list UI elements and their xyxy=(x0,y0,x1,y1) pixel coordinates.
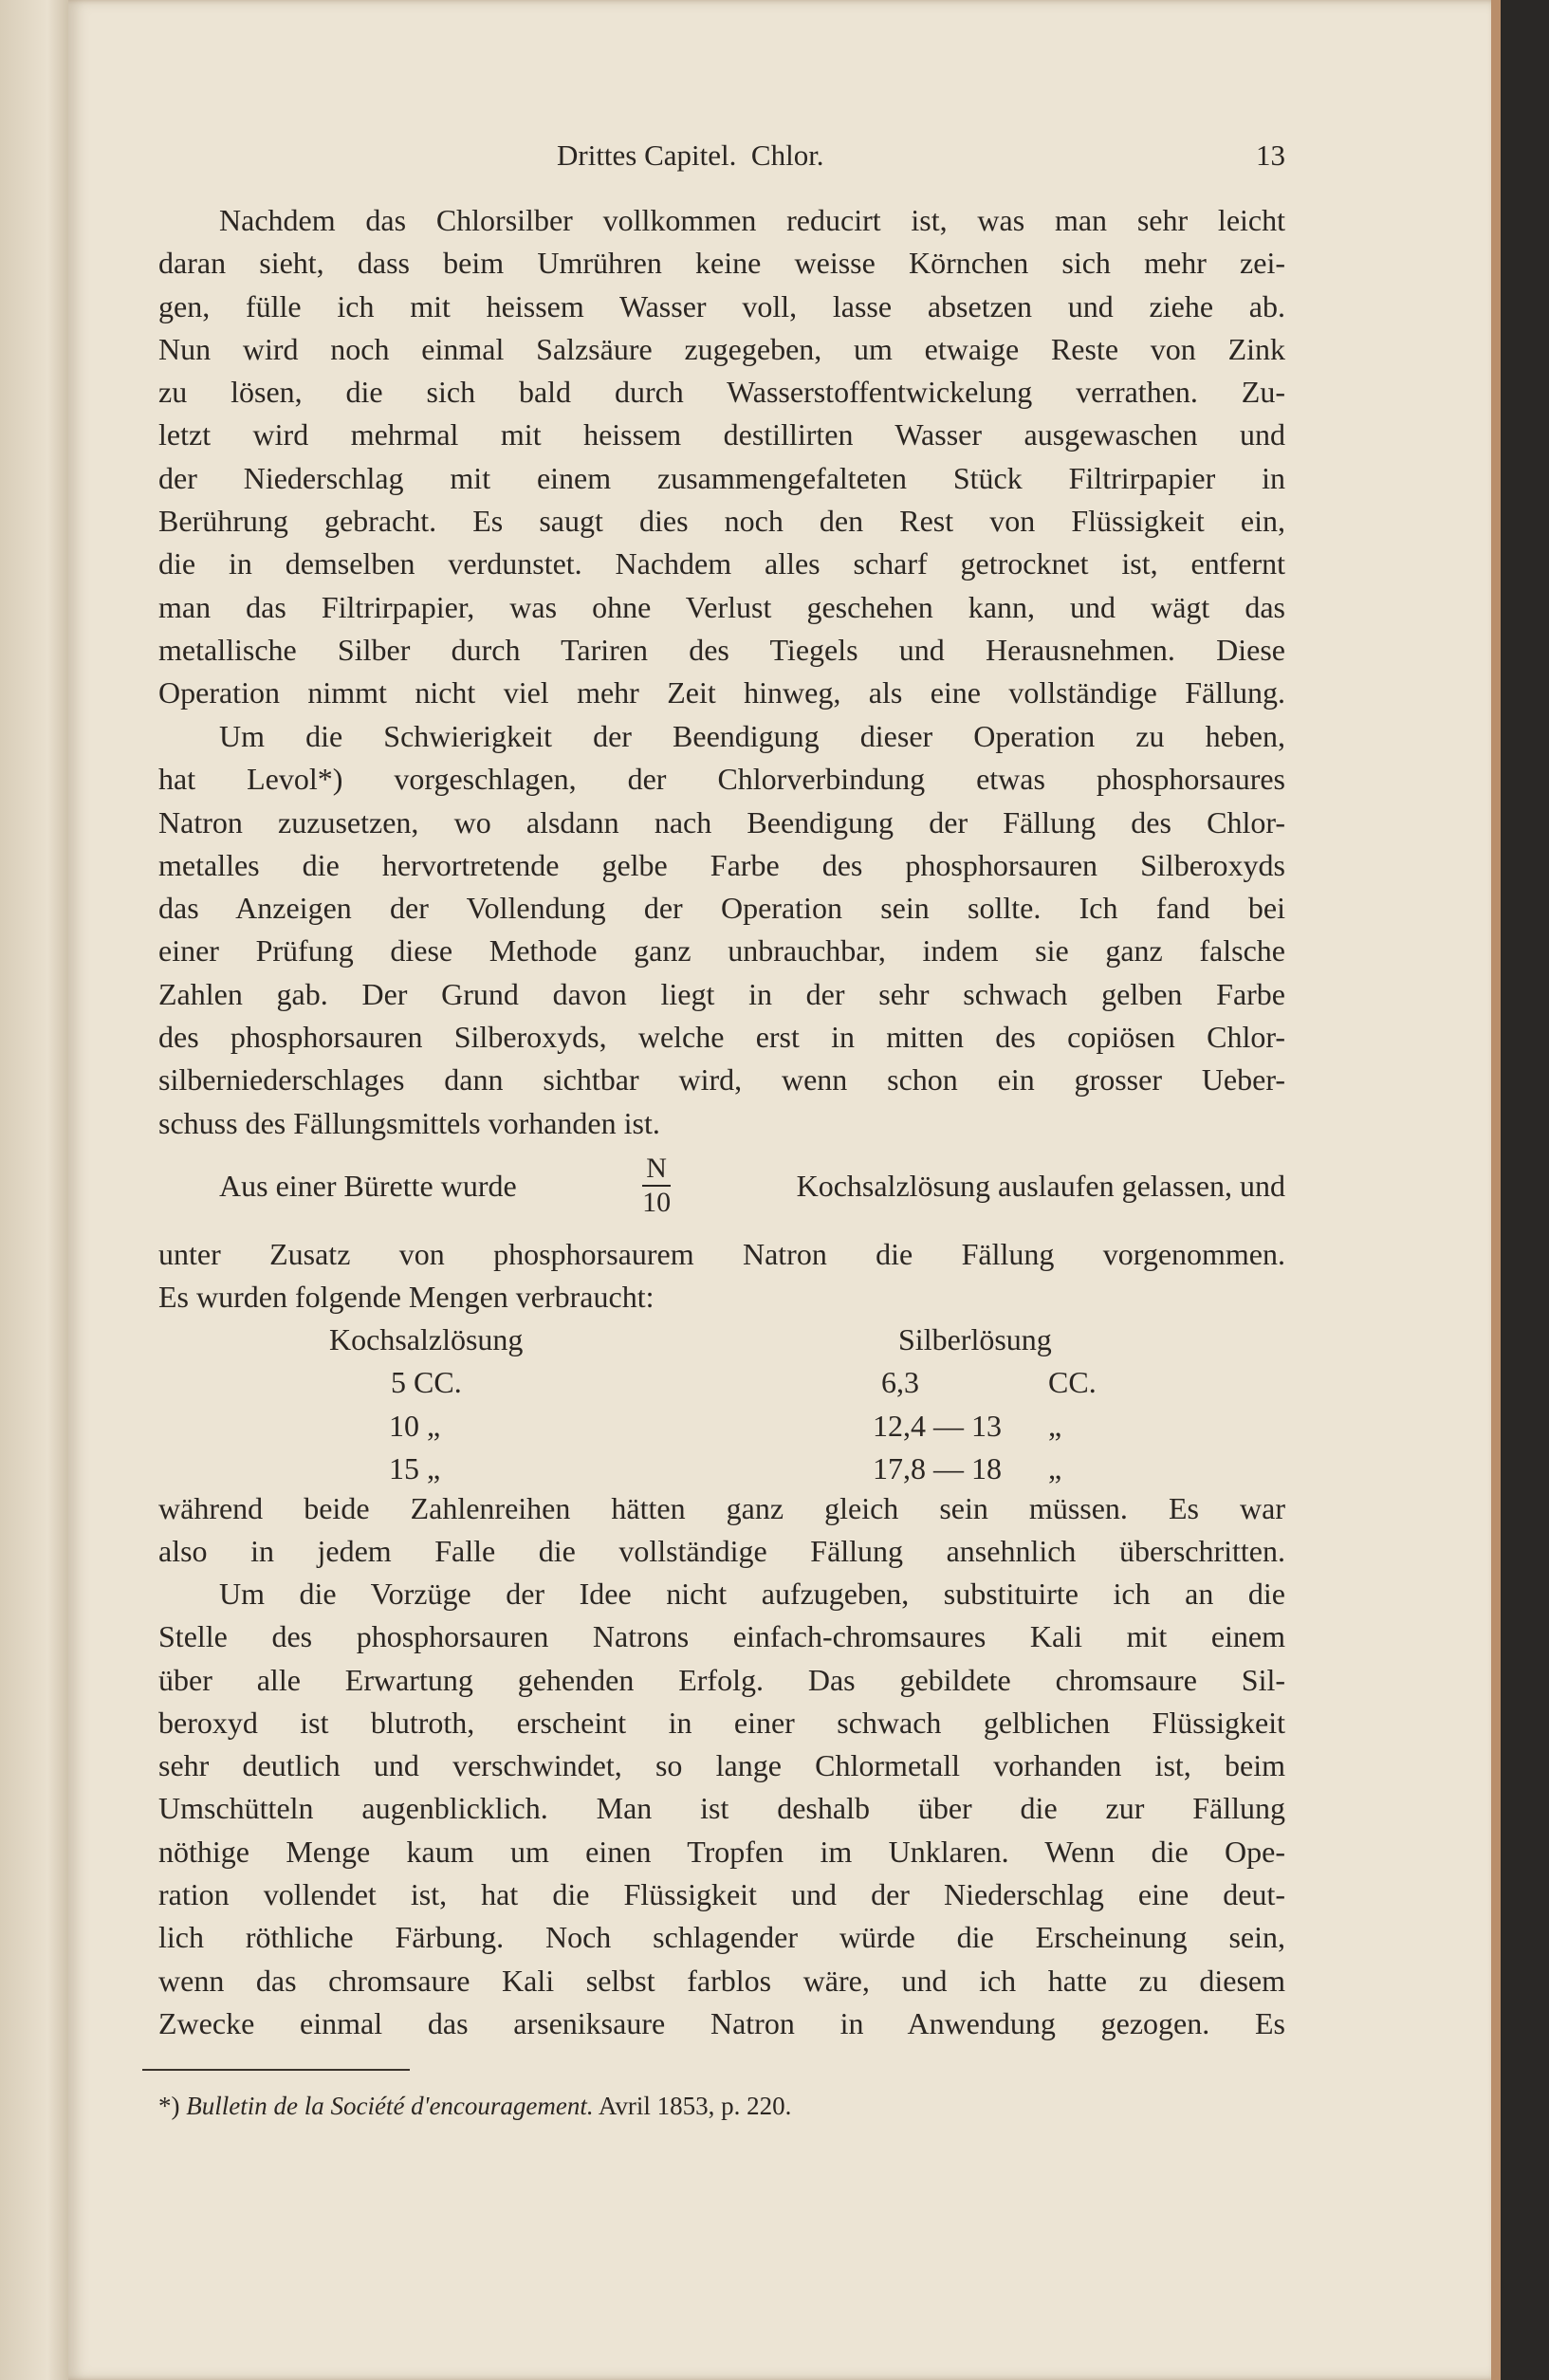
text-line: schuss des Fällungsmittels vorhanden ist. xyxy=(158,1105,660,1140)
text-line: Stelle des phosphorsauren Natrons einfach-chromsaures Kali mit einem xyxy=(158,1619,1285,1654)
text-line: Zahlen gab. Der Grund davon liegt in der sehr schwach gelben Farbe xyxy=(158,976,1285,1011)
text-line: Berührung gebracht. Es saugt dies noch den Rest von Flüssigkeit ein, xyxy=(158,504,1285,539)
text-line: Operation nimmt nicht viel mehr Zeit hinweg, als eine vollständige Fällung. xyxy=(158,675,1285,710)
footnote-title: Bulletin de la Société d'encouragement. xyxy=(186,2092,594,2120)
table-header-silber: Silberlösung xyxy=(898,1322,1052,1356)
text-line: beroxyd ist blutroth, erscheint in einer schwach gelblichen Flüssigkeit xyxy=(158,1705,1285,1740)
text-line: Zwecke einmal das arseniksaure Natron in Anwendung gezogen. Es xyxy=(158,2005,1285,2040)
footnote xyxy=(158,2092,791,2121)
text-line: daran sieht, dass beim Umrühren keine weisse Körnchen sich mehr zei- xyxy=(158,246,1285,281)
text-line: Nachdem das Chlorsilber vollkommen reducirt ist, was man sehr leicht xyxy=(219,203,1285,237)
table-row xyxy=(158,1361,1285,1404)
text-line: metallische Silber durch Tariren des Tiegels und Herausnehmen. Diese xyxy=(158,632,1285,667)
fraction-line-before: Aus einer Bürette wurde xyxy=(219,1168,517,1203)
text-line: über alle Erwartung gehenden Erfolg. Das gebildete chromsaure Sil- xyxy=(158,1662,1285,1697)
text-line: hat Levol*) vorgeschlagen, der Chlorverbindung etwas phosphorsaures xyxy=(158,762,1285,797)
fraction-denominator: 10 xyxy=(642,1187,672,1218)
table-cell-right: 6,3 xyxy=(881,1365,919,1400)
table-row xyxy=(158,1405,1285,1448)
text-line: die in demselben verdunstet. Nachdem alles scharf getrocknet ist, entfernt xyxy=(158,546,1285,581)
text-line: Umschütteln augenblicklich. Man ist deshalb über die zur Fällung xyxy=(158,1791,1285,1826)
table-cell-unit: CC. xyxy=(1048,1365,1097,1400)
table-cell-unit: „ xyxy=(1048,1450,1062,1485)
table-cell-unit: „ xyxy=(1048,1408,1062,1443)
table-cell-left: 10 „ xyxy=(389,1408,441,1443)
text-line: einer Prüfung diese Methode ganz unbrauchbar, indem sie ganz falsche xyxy=(158,933,1285,969)
text-line: Natron zuzusetzen, wo alsdann nach Beendigung der Fällung des Chlor- xyxy=(158,804,1285,839)
text-line: wenn das chromsaure Kali selbst farblos wäre, und ich hatte zu diesem xyxy=(158,1963,1285,1998)
table-cell-left: 5 CC. xyxy=(391,1365,462,1400)
measurement-table xyxy=(158,1319,1285,1490)
text-line: unter Zusatz von phosphorsaurem Natron die Fällung vorgenommen. xyxy=(158,1237,1285,1271)
table-cell-right: 12,4 — 13 xyxy=(873,1408,1002,1443)
table-header-kochsalz: Kochsalzlösung xyxy=(329,1322,524,1356)
paragraph-1 xyxy=(158,199,1285,715)
text-line: des phosphorsauren Silberoxyds, welche erst in mitten des copiösen Chlor- xyxy=(158,1020,1285,1055)
footnote-rule xyxy=(142,2069,410,2071)
text-line: nöthige Menge kaum um einen Tropfen im Unklaren. Wenn die Ope- xyxy=(158,1834,1285,1869)
text-line: Um die Vorzüge der Idee nicht aufzugeben, substituirte ich an die xyxy=(219,1577,1285,1611)
fraction-numerator: N xyxy=(642,1153,671,1187)
fraction-line-after: Kochsalzlösung auslaufen gelassen, und xyxy=(796,1168,1285,1203)
text-line: ration vollendet ist, hat die Flüssigkeit und der Niederschlag eine deut- xyxy=(158,1877,1285,1912)
text-line: letzt wird mehrmal mit heissem destillirten Wasser ausgewaschen und xyxy=(158,417,1285,452)
table-cell-left: 15 „ xyxy=(389,1450,441,1485)
text-line: Es wurden folgende Mengen verbraucht: xyxy=(158,1280,655,1315)
paragraph-2 xyxy=(158,715,1285,1145)
text-line: man das Filtrirpapier, was ohne Verlust geschehen kann, und wägt das xyxy=(158,589,1285,624)
fraction-line xyxy=(158,1143,1285,1228)
text-line: während beide Zahlenreihen hätten ganz gleich sein müssen. Es war xyxy=(158,1491,1285,1525)
chapter-title: Drittes Capitel. Chlor. xyxy=(557,138,824,172)
text-line: metalles die hervortretende gelbe Farbe des phosphorsauren Silberoxyds xyxy=(158,847,1285,882)
table-row xyxy=(158,1448,1285,1490)
text-line: der Niederschlag mit einem zusammengefalteten Stück Filtrirpapier in xyxy=(158,460,1285,495)
footnote-ref: Avril 1853, p. 220. xyxy=(598,2092,792,2120)
text-line: das Anzeigen der Vollendung der Operation sein sollte. Ich fand bei xyxy=(158,891,1285,926)
running-header xyxy=(158,138,1285,176)
paragraph-5 xyxy=(158,1573,1285,2045)
table-cell-right: 17,8 — 18 xyxy=(873,1450,1002,1485)
page-number: 13 xyxy=(1256,138,1285,172)
text-line: zu lösen, die sich bald durch Wasserstoffentwickelung verrathen. Zu- xyxy=(158,375,1285,410)
footnote-mark: *) xyxy=(158,2092,180,2120)
paragraph-3 xyxy=(158,1233,1285,1319)
page-edge xyxy=(1491,0,1501,2380)
fraction-n-over-10 xyxy=(642,1153,671,1219)
text-line: also in jedem Falle die vollständige Fällung ansehnlich überschritten. xyxy=(158,1534,1285,1569)
text-line: Nun wird noch einmal Salzsäure zugegeben, um etwaige Reste von Zink xyxy=(158,331,1285,366)
table-header-row xyxy=(158,1319,1285,1361)
text-line: sehr deutlich und verschwindet, so lange Chlormetall vorhanden ist, beim xyxy=(158,1748,1285,1783)
text-line: lich röthliche Färbung. Noch schlagender würde die Erscheinung sein, xyxy=(158,1920,1285,1955)
text-line: Um die Schwierigkeit der Beendigung dieser Operation zu heben, xyxy=(219,719,1285,753)
text-line: silberniederschlages dann sichtbar wird, wenn schon ein grosser Ueber- xyxy=(158,1062,1285,1098)
text-line: gen, fülle ich mit heissem Wasser voll, lasse absetzen und ziehe ab. xyxy=(158,288,1285,323)
paragraph-4 xyxy=(158,1487,1285,1574)
facing-page-edge xyxy=(0,0,68,2380)
